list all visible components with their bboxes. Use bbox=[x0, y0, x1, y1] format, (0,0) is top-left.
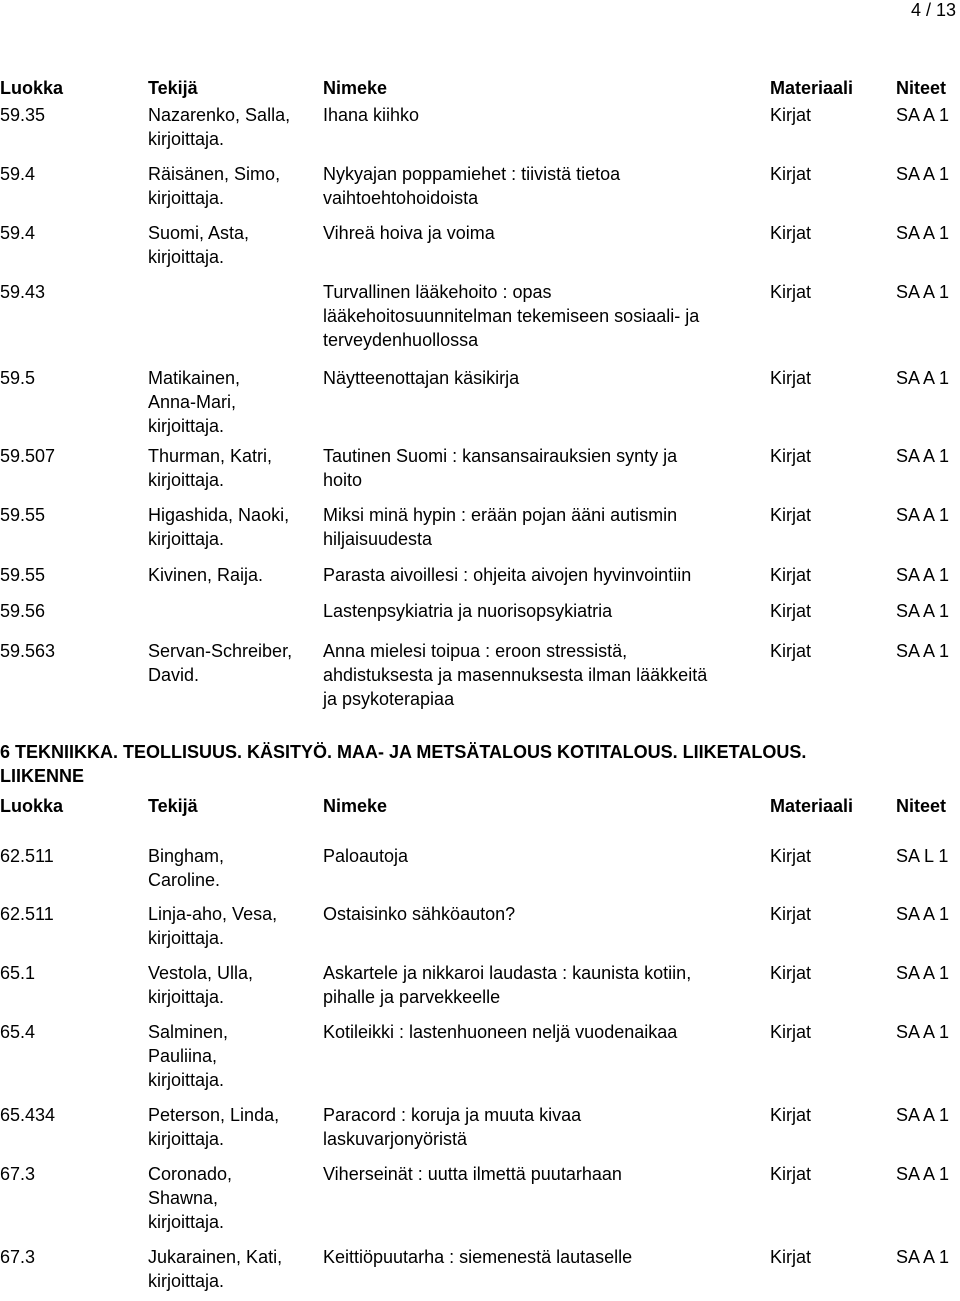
header-niteet: Niteet bbox=[896, 796, 947, 816]
table-row bbox=[0, 280, 960, 350]
row-luokka: 62.511 bbox=[0, 846, 54, 866]
header-luokka: Luokka bbox=[0, 78, 64, 98]
row-materiaali: Kirjat bbox=[770, 1022, 812, 1042]
row-materiaali: Kirjat bbox=[770, 1247, 812, 1267]
table-row bbox=[0, 563, 960, 587]
table-row bbox=[0, 639, 960, 709]
row-niteet: SA A 1 bbox=[896, 1164, 950, 1184]
row-nimeke: Keittiöpuutarha : siemenestä lautaselle bbox=[323, 1247, 633, 1267]
row-luokka: 59.507 bbox=[0, 446, 56, 466]
row-materiaali: Kirjat bbox=[770, 565, 812, 585]
row-tekija: Suomi, Asta, kirjoittaja. bbox=[148, 223, 250, 267]
row-luokka: 65.434 bbox=[0, 1105, 56, 1125]
row-luokka: 59.43 bbox=[0, 282, 46, 302]
row-nimeke: Ihana kiihko bbox=[323, 105, 420, 125]
header-materiaali: Materiaali bbox=[770, 78, 854, 98]
row-niteet: SA A 1 bbox=[896, 963, 950, 983]
header-materiaali: Materiaali bbox=[770, 796, 854, 816]
row-nimeke: Askartele ja nikkaroi laudasta : kaunista kotiin, pihalle ja parvekkeelle bbox=[323, 963, 692, 1007]
row-niteet: SA A 1 bbox=[896, 1247, 950, 1267]
row-niteet: SA A 1 bbox=[896, 641, 950, 661]
section-2 bbox=[0, 740, 960, 1291]
row-tekija: Vestola, Ulla, kirjoittaja. bbox=[148, 963, 254, 1007]
row-niteet: SA A 1 bbox=[896, 904, 950, 924]
section-1 bbox=[0, 76, 960, 709]
row-nimeke: Tautinen Suomi : kansansairauksien synty ja hoito bbox=[323, 446, 678, 490]
row-luokka: 59.563 bbox=[0, 641, 56, 661]
table-row bbox=[0, 902, 960, 948]
row-niteet: SA A 1 bbox=[896, 1022, 950, 1042]
row-materiaali: Kirjat bbox=[770, 446, 812, 466]
header-nimeke: Nimeke bbox=[323, 78, 388, 98]
row-materiaali: Kirjat bbox=[770, 223, 812, 243]
row-materiaali: Kirjat bbox=[770, 904, 812, 924]
section-title: 6 TEKNIIKKA. TEOLLISUUS. KÄSITYÖ. MAA- JA METSÄTALOUS KOTITALOUS. LIIKETALOUS. LIIKENNE bbox=[0, 742, 807, 786]
table-row bbox=[0, 503, 960, 549]
row-tekija: Higashida, Naoki, kirjoittaja. bbox=[148, 505, 290, 549]
row-nimeke: Ostaisinko sähköauton? bbox=[323, 904, 516, 924]
table-header bbox=[0, 794, 960, 818]
row-niteet: SA A 1 bbox=[896, 164, 950, 184]
row-materiaali: Kirjat bbox=[770, 963, 812, 983]
row-tekija: Servan-Schreiber, David. bbox=[148, 641, 293, 685]
row-luokka: 59.55 bbox=[0, 505, 46, 525]
table-row bbox=[0, 221, 960, 267]
row-luokka: 65.4 bbox=[0, 1022, 36, 1042]
row-luokka: 62.511 bbox=[0, 904, 54, 924]
row-materiaali: Kirjat bbox=[770, 601, 812, 621]
row-niteet: SA A 1 bbox=[896, 505, 950, 525]
row-materiaali: Kirjat bbox=[770, 368, 812, 388]
header-tekija: Tekijä bbox=[148, 796, 198, 816]
header-tekija: Tekijä bbox=[148, 78, 198, 98]
row-materiaali: Kirjat bbox=[770, 282, 812, 302]
row-niteet: SA A 1 bbox=[896, 446, 950, 466]
row-nimeke: Miksi minä hypin : erään pojan ääni autismin hiljaisuudesta bbox=[323, 505, 678, 549]
table-row bbox=[0, 1103, 960, 1149]
table-row bbox=[0, 844, 960, 890]
row-luokka: 59.5 bbox=[0, 368, 36, 388]
row-tekija: Salminen, Pauliina, kirjoittaja. bbox=[148, 1022, 229, 1090]
row-niteet: SA A 1 bbox=[896, 223, 950, 243]
row-materiaali: Kirjat bbox=[770, 105, 812, 125]
row-nimeke: Paracord : koruja ja muuta kivaa laskuvarjonyöristä bbox=[323, 1105, 582, 1149]
row-tekija: Bingham, Caroline. bbox=[148, 846, 225, 890]
table-row bbox=[0, 103, 960, 149]
row-materiaali: Kirjat bbox=[770, 1164, 812, 1184]
row-luokka: 65.1 bbox=[0, 963, 36, 983]
row-niteet: SA A 1 bbox=[896, 282, 950, 302]
row-niteet: SA A 1 bbox=[896, 1105, 950, 1125]
row-nimeke: Nykyajan poppamiehet : tiivistä tietoa vaihtoehtohoidoista bbox=[323, 164, 621, 208]
row-nimeke: Paloautoja bbox=[323, 846, 409, 866]
row-luokka: 59.4 bbox=[0, 164, 36, 184]
row-tekija: Linja-aho, Vesa, kirjoittaja. bbox=[148, 904, 278, 948]
row-niteet: SA L 1 bbox=[896, 846, 949, 866]
page-number: 4 / 13 bbox=[910, 0, 956, 20]
row-luokka: 59.4 bbox=[0, 223, 36, 243]
row-niteet: SA A 1 bbox=[896, 105, 950, 125]
row-luokka: 67.3 bbox=[0, 1164, 36, 1184]
row-nimeke: Anna mielesi toipua : eroon stressistä, ahdistuksesta ja masennuksesta ilman lääkkeitä ja psykoterapiaa bbox=[323, 641, 708, 709]
row-luokka: 59.56 bbox=[0, 601, 46, 621]
row-niteet: SA A 1 bbox=[896, 565, 950, 585]
row-tekija: Kivinen, Raija. bbox=[148, 565, 264, 585]
table-row bbox=[0, 162, 960, 208]
table-row bbox=[0, 599, 960, 623]
header-nimeke: Nimeke bbox=[323, 796, 388, 816]
row-tekija: Nazarenko, Salla, kirjoittaja. bbox=[148, 105, 291, 149]
row-nimeke: Viherseinät : uutta ilmettä puutarhaan bbox=[323, 1164, 622, 1184]
row-tekija: Matikainen, Anna-Mari, kirjoittaja. bbox=[148, 368, 241, 436]
row-nimeke: Parasta aivoillesi : ohjeita aivojen hyvinvointiin bbox=[323, 565, 692, 585]
row-materiaali: Kirjat bbox=[770, 846, 812, 866]
table-row bbox=[0, 961, 960, 1007]
row-nimeke: Lastenpsykiatria ja nuorisopsykiatria bbox=[323, 601, 613, 621]
table-row bbox=[0, 444, 960, 490]
row-materiaali: Kirjat bbox=[770, 164, 812, 184]
row-tekija: Jukarainen, Kati, kirjoittaja. bbox=[148, 1247, 283, 1291]
row-tekija: Räisänen, Simo, kirjoittaja. bbox=[148, 164, 281, 208]
table-row bbox=[0, 366, 960, 436]
table-row bbox=[0, 1020, 960, 1090]
row-materiaali: Kirjat bbox=[770, 505, 812, 525]
row-nimeke: Turvallinen lääkehoito : opas lääkehoitosuunnitelman tekemiseen sosiaali- ja terveydenhuollossa bbox=[323, 282, 700, 350]
table-row bbox=[0, 1162, 960, 1232]
row-nimeke: Näytteenottajan käsikirja bbox=[323, 368, 520, 388]
row-niteet: SA A 1 bbox=[896, 601, 950, 621]
row-tekija: Coronado, Shawna, kirjoittaja. bbox=[148, 1164, 233, 1232]
row-materiaali: Kirjat bbox=[770, 641, 812, 661]
row-nimeke: Kotileikki : lastenhuoneen neljä vuodenaikaa bbox=[323, 1022, 678, 1042]
table-header bbox=[0, 76, 960, 100]
header-niteet: Niteet bbox=[896, 78, 947, 98]
table-row bbox=[0, 1245, 960, 1291]
row-tekija: Peterson, Linda, kirjoittaja. bbox=[148, 1105, 280, 1149]
row-luokka: 59.55 bbox=[0, 565, 46, 585]
row-luokka: 67.3 bbox=[0, 1247, 36, 1267]
row-niteet: SA A 1 bbox=[896, 368, 950, 388]
row-nimeke: Vihreä hoiva ja voima bbox=[323, 223, 495, 243]
row-materiaali: Kirjat bbox=[770, 1105, 812, 1125]
row-tekija: Thurman, Katri, kirjoittaja. bbox=[148, 446, 273, 490]
header-luokka: Luokka bbox=[0, 796, 64, 816]
row-luokka: 59.35 bbox=[0, 105, 46, 125]
